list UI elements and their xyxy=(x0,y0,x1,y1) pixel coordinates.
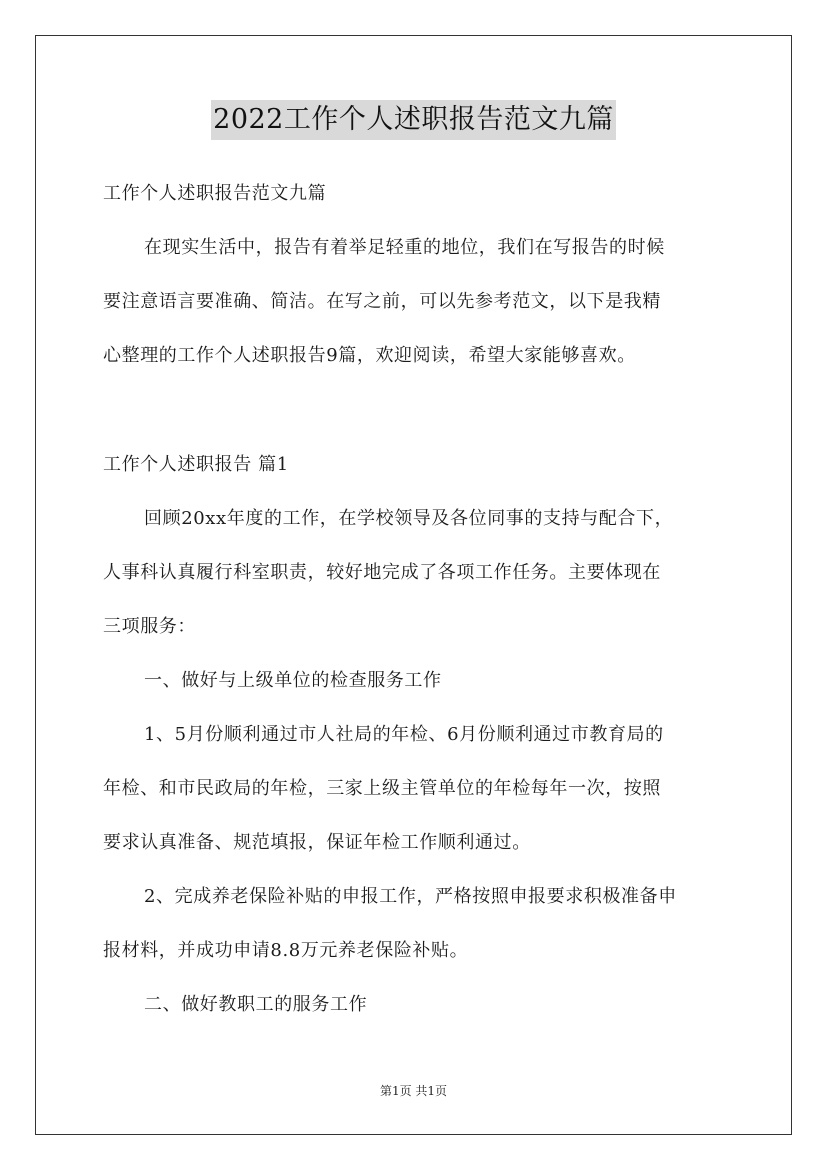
title-container xyxy=(0,100,827,140)
document-subtitle: 工作个人述职报告范文九篇 xyxy=(103,183,327,204)
intro-line: 要注意语言要准确、简洁。在写之前，可以先参考范文，以下是我精 xyxy=(103,291,661,312)
document-title: 2022工作个人述职报告范文九篇 xyxy=(211,100,616,140)
body-line: 人事科认真履行科室职责，较好地完成了各项工作任务。主要体现在 xyxy=(103,562,661,583)
page-footer: 第1页 共1页 xyxy=(379,1084,448,1098)
body-line: 报材料，并成功申请8.8万元养老保险补贴。 xyxy=(103,940,469,961)
body-line: 2、完成养老保险补贴的申报工作，严格按照申报要求积极准备申 xyxy=(144,886,677,907)
intro-line: 心整理的工作个人述职报告9篇，欢迎阅读，希望大家能够喜欢。 xyxy=(103,345,636,366)
body-line: 回顾20xx年度的工作，在学校领导及各位同事的支持与配合下， xyxy=(144,508,674,529)
intro-line: 在现实生活中，报告有着举足轻重的地位，我们在写报告的时候 xyxy=(144,237,665,258)
body-line: 三项服务： xyxy=(103,616,196,637)
body-line: 要求认真准备、规范填报，保证年检工作顺利通过。 xyxy=(103,832,531,853)
body-line: 二、做好教职工的服务工作 xyxy=(144,994,368,1015)
section-heading: 工作个人述职报告 篇1 xyxy=(103,454,289,475)
body-line: 年检、和市民政局的年检，三家上级主管单位的年检每年一次，按照 xyxy=(103,778,661,799)
body-line: 1、5月份顺利通过市人社局的年检、6月份顺利通过市教育局的 xyxy=(144,724,664,745)
body-line: 一、做好与上级单位的检查服务工作 xyxy=(144,670,442,691)
